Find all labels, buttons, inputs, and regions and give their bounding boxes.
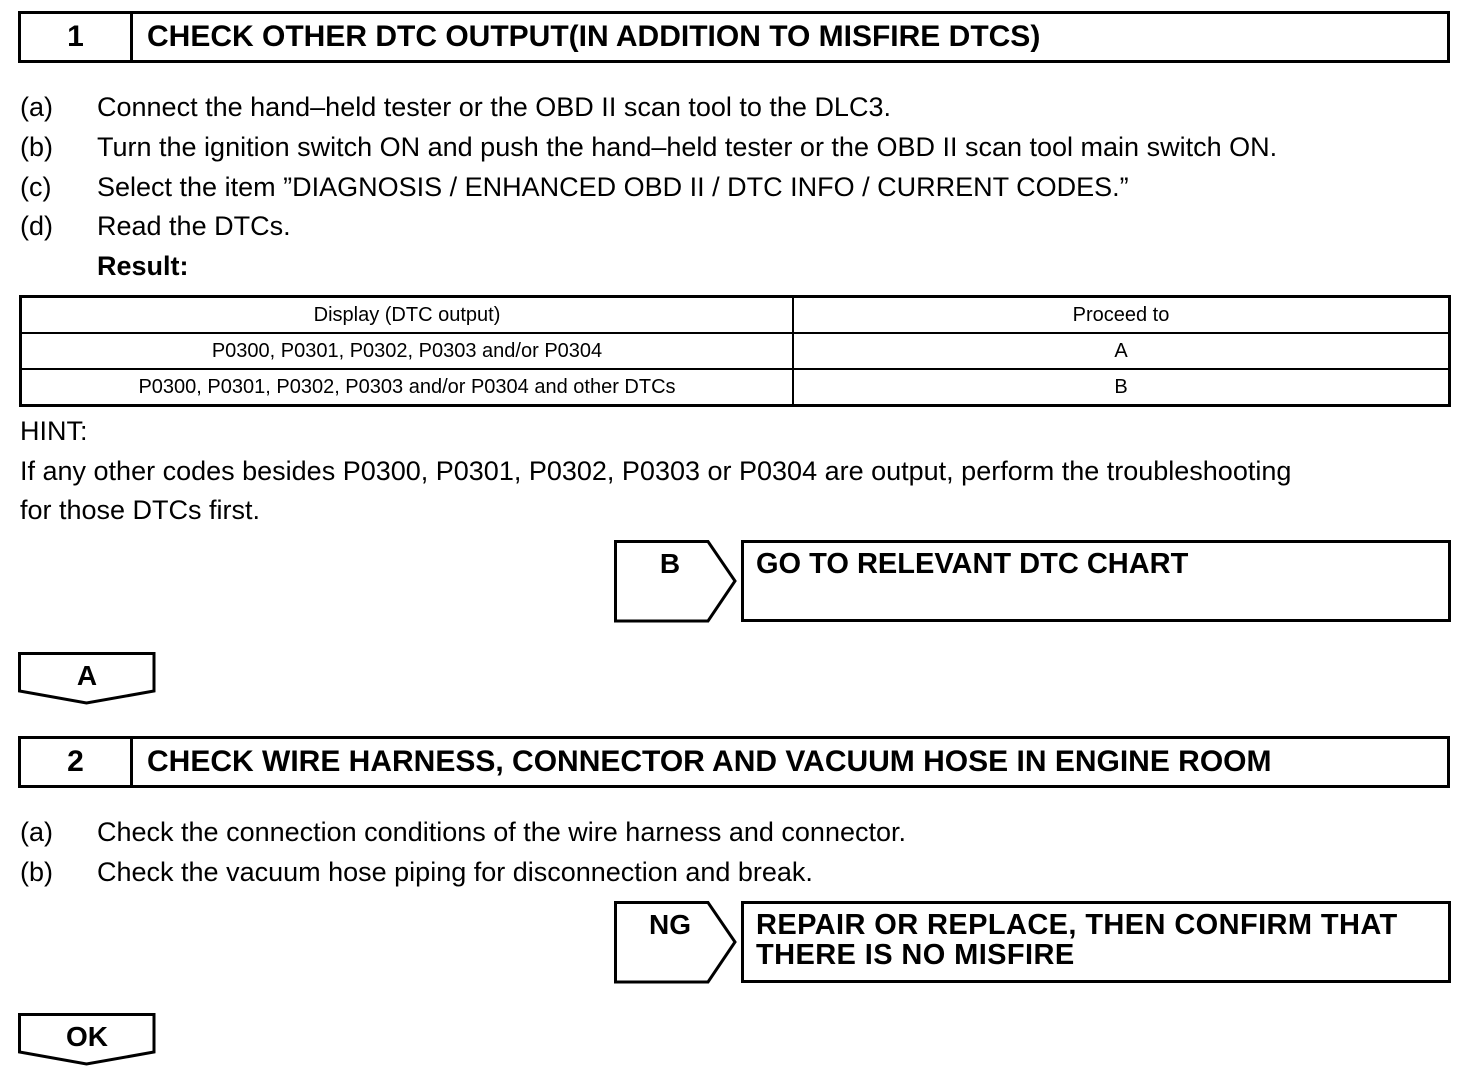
result-table: [19, 295, 1451, 407]
instruction-text: Check the vacuum hose piping for disconnection and break.: [97, 857, 813, 887]
branch-label-b: B: [659, 548, 681, 579]
flow-label-a: A: [76, 660, 98, 691]
instruction-label: (c): [20, 172, 52, 202]
action-text-line-1: REPAIR OR REPLACE, THEN CONFIRM THAT: [756, 909, 1398, 941]
step-number: 1: [21, 14, 133, 60]
instruction-label: (b): [20, 857, 53, 887]
action-box-repair: [741, 901, 1451, 983]
table-row: [21, 369, 1450, 406]
instruction-label: (a): [20, 817, 53, 847]
step-2-header: [18, 736, 1450, 788]
action-box-relevant-dtc: [741, 540, 1451, 622]
branch-label-ng: NG: [649, 909, 691, 940]
hint-label: HINT:: [20, 416, 88, 446]
result-label: Result:: [97, 251, 189, 281]
instruction-label: (a): [20, 92, 53, 122]
step-number: 2: [21, 739, 133, 785]
step-title: CHECK WIRE HARNESS, CONNECTOR AND VACUUM HOSE IN ENGINE ROOM: [147, 745, 1272, 778]
instruction-text: Connect the hand–held tester or the OBD II scan tool to the DLC3.: [97, 92, 891, 122]
flow-label-ok: OK: [66, 1021, 108, 1052]
instruction-text: Select the item ”DIAGNOSIS / ENHANCED OBD II / DTC INFO / CURRENT CODES.”: [97, 172, 1129, 202]
table-header-row: [21, 297, 1450, 334]
table-cell: P0300, P0301, P0302, P0303 and/or P0304: [21, 333, 794, 369]
table-header-display: Display (DTC output): [21, 297, 794, 334]
instruction-text: Read the DTCs.: [97, 211, 291, 241]
table-cell: B: [793, 369, 1450, 406]
table-cell: A: [793, 333, 1450, 369]
step-1-header: [18, 11, 1450, 63]
hint-text-line-1: If any other codes besides P0300, P0301, P0302, P0303 or P0304 are output, perform the troubleshooting: [20, 456, 1292, 486]
table-row: [21, 333, 1450, 369]
action-text-line-2: THERE IS NO MISFIRE: [756, 939, 1075, 971]
step-title: CHECK OTHER DTC OUTPUT(IN ADDITION TO MISFIRE DTCS): [147, 20, 1041, 53]
table-header-proceed: Proceed to: [793, 297, 1450, 334]
action-text: GO TO RELEVANT DTC CHART: [756, 548, 1189, 580]
table-cell: P0300, P0301, P0302, P0303 and/or P0304 and other DTCs: [21, 369, 794, 406]
instruction-label: (b): [20, 132, 53, 162]
instruction-text: Check the connection conditions of the wire harness and connector.: [97, 817, 906, 847]
instruction-label: (d): [20, 211, 53, 241]
instruction-text: Turn the ignition switch ON and push the hand–held tester or the OBD II scan tool main switch ON.: [97, 132, 1278, 162]
hint-text-line-2: for those DTCs first.: [20, 495, 261, 525]
